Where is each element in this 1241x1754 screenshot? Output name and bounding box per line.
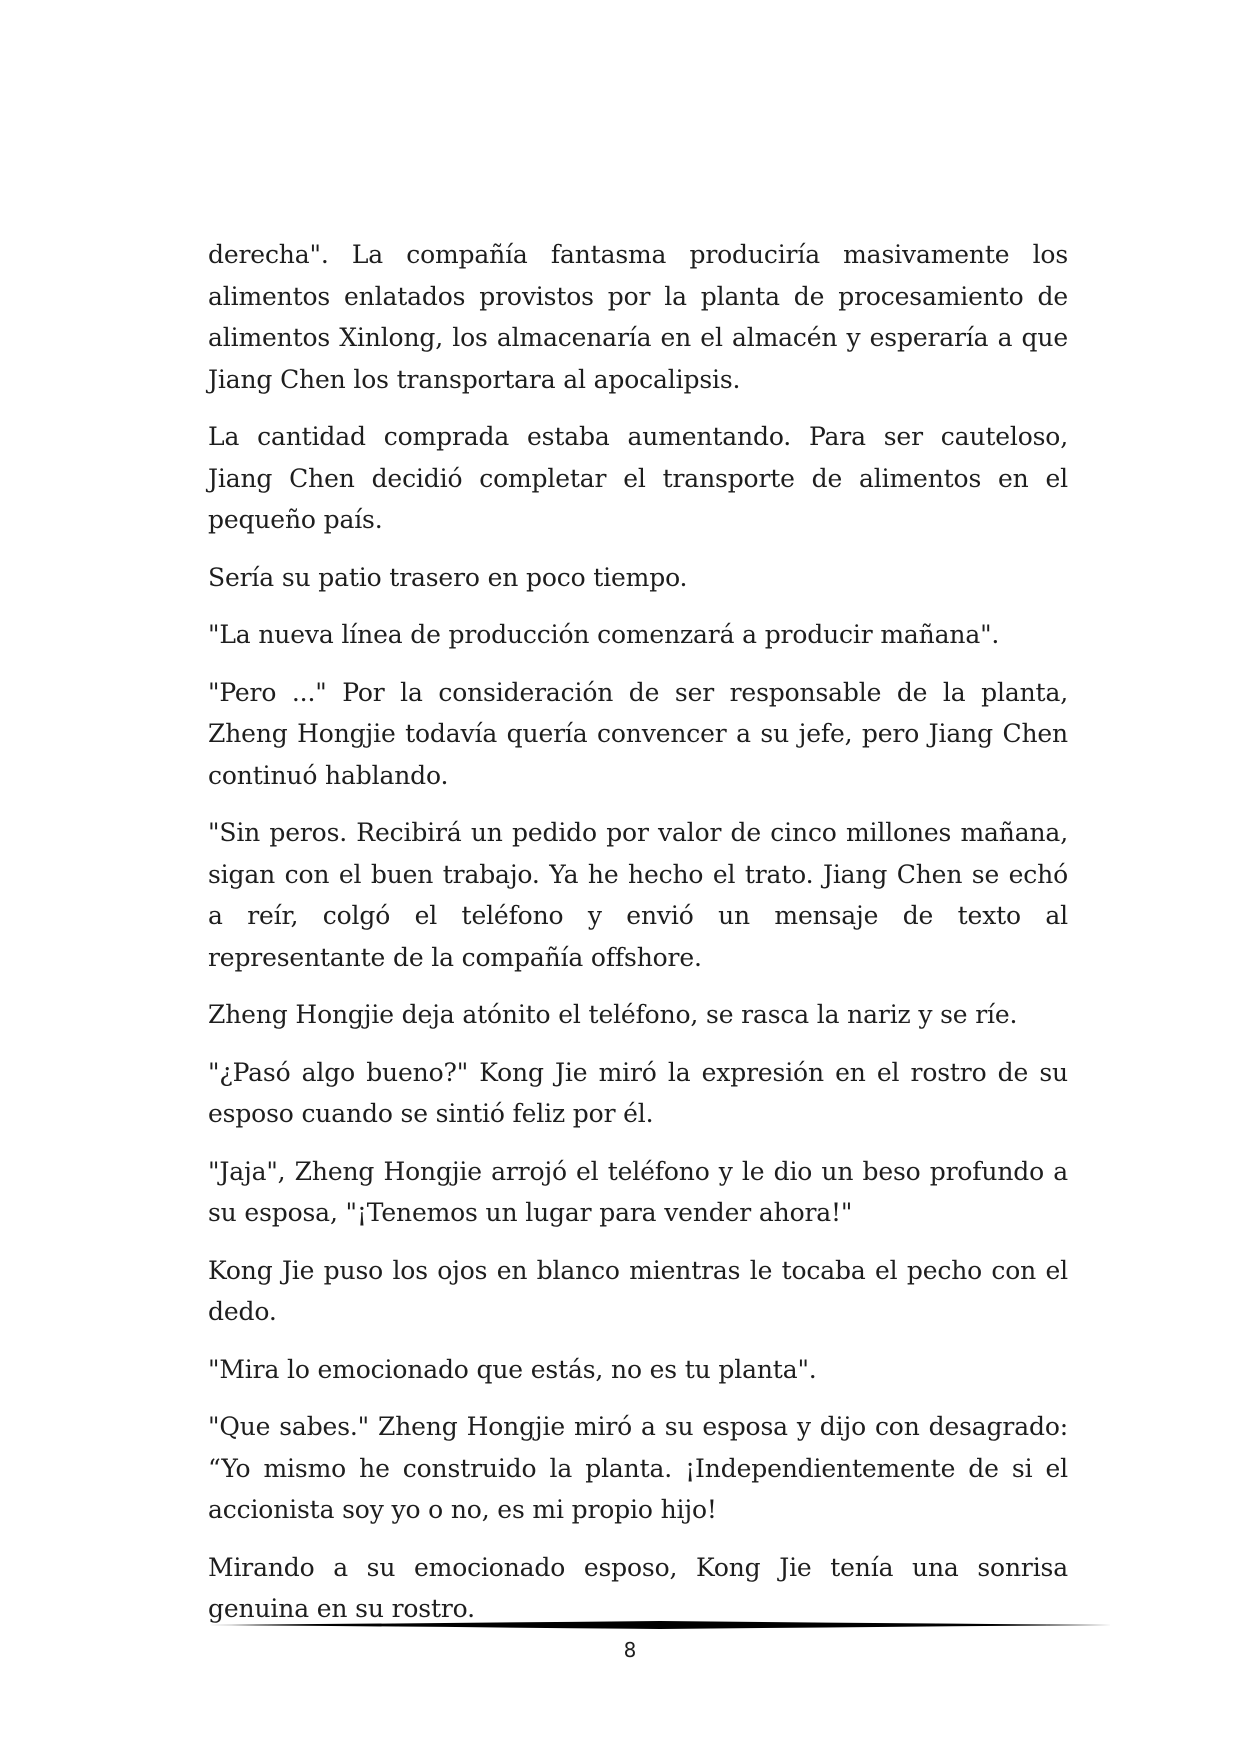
paragraph: "Sin peros. Recibirá un pedido por valor de cinco millones mañana, sigan con el buen trabajo. Ya he hecho el trato. Jiang Chen se echó a reír, colgó el teléfono y envió un mensaje de texto al representante de la compañía offshore. [208,818,1068,972]
paragraph: La cantidad comprada estaba aumentando. Para ser cauteloso, Jiang Chen decidió completar el transporte de alimentos en el pequeño país. [208,422,1068,534]
body-text [208,234,1068,1646]
paragraph: Zheng Hongjie deja atónito el teléfono, se rasca la nariz y se ríe. [208,1000,1018,1029]
paragraph: Sería su patio trasero en poco tiempo. [208,562,688,592]
paragraph: Mirando a su emocionado esposo, Kong Jie tenía una sonrisa genuina en su rostro. [208,1552,1068,1623]
paragraph: "La nueva línea de producción comenzará a producir mañana". [208,620,1000,649]
paragraph: Kong Jie puso los ojos en blanco mientras le tocaba el pecho con el dedo. [208,1255,1068,1326]
page-number: 8 [623,1638,637,1662]
paragraph: derecha". La compañía fantasma produciría masivamente los alimentos enlatados provistos por la planta de procesamiento de alimentos Xinlong, los almacenaría en el almacén y esperaría a que Jiang Chen los transportara al apocalipsis. [208,240,1068,394]
paragraph: "¿Pasó algo bueno?" Kong Jie miró la expresión en el rostro de su esposo cuando se sintió feliz por él. [208,1057,1068,1128]
paragraph: "Pero ..." Por la consideración de ser responsable de la planta, Zheng Hongjie todavía quería convencer a su jefe, pero Jiang Chen continuó hablando. [208,677,1068,790]
paragraph: "Que sabes." Zheng Hongjie miró a su esposa y dijo con desagrado: “Yo mismo he construido la planta. ¡Independientemente de si el accionista soy yo o no, es mi propio hijo! [208,1412,1068,1524]
paragraph: "Mira lo emocionado que estás, no es tu planta". [208,1354,817,1384]
footer-divider [208,1620,1112,1630]
paragraph: "Jaja", Zheng Hongjie arrojó el teléfono y le dio un beso profundo a su esposa, "¡Tenemos un lugar para vender ahora!" [208,1156,1068,1227]
